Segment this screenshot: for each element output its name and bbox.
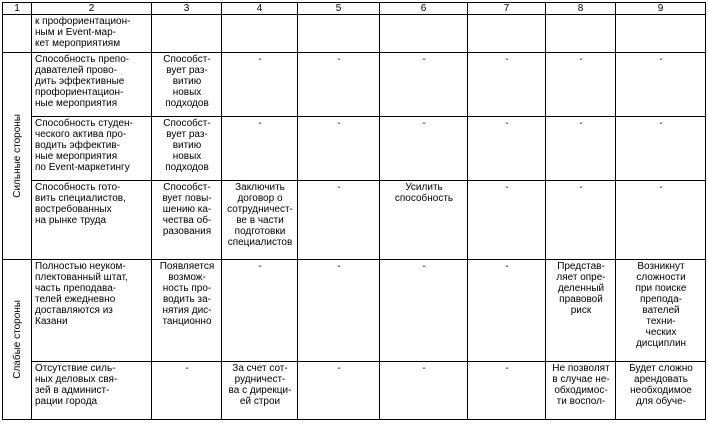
weak-sides-label: Слабые стороны (11, 300, 23, 379)
row-cell-3: Появляется возмож- ность про- водить за- нятия дис- танционно (159, 261, 215, 327)
row-cell-6: - (422, 118, 426, 129)
row-cell-3: - (185, 363, 189, 374)
group-label-strong (3, 53, 32, 260)
row-cell-4: За счет сот- рудничест- ва с дирекци- ей строи (228, 363, 292, 407)
header-col-2: 2 (32, 3, 152, 15)
table-row (3, 117, 706, 181)
row-factor-text: к профориентацион- ным и Event-мар- кет мероприятиям (35, 16, 131, 49)
table-row (3, 362, 706, 420)
row-cell-8: - (579, 182, 583, 193)
row-cell-5: - (337, 261, 341, 272)
row-cell-4: - (258, 118, 262, 129)
row-cell-5: - (337, 118, 341, 129)
row-cell-9: Возникнут сложности при поиске препода- вателей техни- ческих дисциплин (635, 261, 687, 349)
row-cell-4: Заключить договор о сотрудничест- ве в части подготовки специалистов (227, 182, 293, 248)
group-label-weak (3, 260, 32, 420)
row-cell-6: - (422, 363, 426, 374)
row-cell-7: - (505, 363, 509, 374)
row-cell-8: - (579, 118, 583, 129)
row-cell-4: - (258, 261, 262, 272)
row-cell-6: - (422, 261, 426, 272)
row-cell-8: Представ- ляет опре- деленный правовой риск (556, 261, 606, 316)
swot-table (2, 2, 706, 420)
header-col-9: 9 (616, 3, 706, 15)
row-cell-8: Не позволят в случае не- обходимос- ти воспол- (552, 363, 610, 407)
row-cell-9: - (659, 54, 663, 65)
row-cell-5: - (337, 54, 341, 65)
strong-sides-label: Сильные стороны (11, 114, 23, 198)
header-col-5: 5 (298, 3, 380, 15)
table-row (3, 15, 706, 53)
row-factor-text: Способность студен- ческого актива про- водить эффектив- ные мероприятия по Event-маркетингу (35, 118, 133, 173)
row-cell-6: - (422, 54, 426, 65)
row-cell-6: Усилить способность (394, 182, 454, 204)
row-factor-text: Отсутствие силь- ных деловых свя- зей в админист- рации города (35, 363, 118, 407)
row-cell-7: - (505, 182, 509, 193)
header-col-7: 7 (468, 3, 546, 15)
row-cell-9: - (659, 182, 663, 193)
row-cell-3: Способст- вует раз- витию новых подходов (163, 118, 211, 173)
row-cell-5: - (337, 182, 341, 193)
table-row (3, 53, 706, 117)
row-cell-7: - (505, 261, 509, 272)
header-col-8: 8 (546, 3, 616, 15)
header-col-1: 1 (3, 3, 32, 15)
row-factor-text: Способность гото- вить специалистов, востребованных на рынке труда (35, 182, 126, 226)
row-cell-7: - (505, 54, 509, 65)
table-row (3, 181, 706, 260)
row-cell-7: - (505, 118, 509, 129)
row-factor-text: Способность препо- давателей прово- дить эффективные профориентацион- ные мероприятия (35, 54, 130, 109)
header-row (3, 3, 706, 15)
row-cell-9: - (659, 118, 663, 129)
row-cell-8: - (579, 54, 583, 65)
row-cell-5: - (337, 363, 341, 374)
row-cell-3: Способст- вует раз- витию новых подходов (163, 54, 211, 109)
header-col-4: 4 (222, 3, 298, 15)
row-cell-3: Способст- вует повы- шению ка- чества об- разования (162, 182, 212, 237)
group-cell-empty (3, 15, 32, 53)
table-row (3, 260, 706, 362)
row-factor-text: Полностью неуком- плектованный штат, часть преподава- телей ежедневно доставляются из Казани (35, 261, 128, 327)
row-cell-9: Будет сложно арендовать необходимое для обуче- (629, 363, 693, 407)
row-cell-4: - (258, 54, 262, 65)
header-col-3: 3 (152, 3, 222, 15)
header-col-6: 6 (380, 3, 468, 15)
